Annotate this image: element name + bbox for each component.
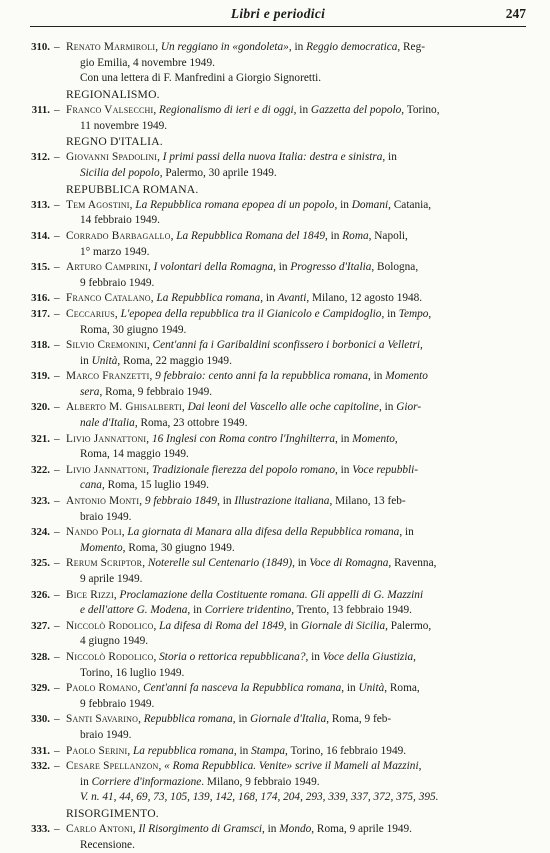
entry-title-italic: Voce repubbli- bbox=[352, 463, 419, 476]
entry-text: , Roma, 22 maggio 1949. bbox=[117, 354, 232, 367]
entry-title-italic: Stampa bbox=[251, 744, 286, 757]
entry-text: Con una lettera di F. Manfredini a Giorgio Signoretti. bbox=[80, 72, 322, 85]
entry-first-line bbox=[66, 525, 528, 541]
entry-title-italic: Corriere tridentino bbox=[204, 604, 292, 617]
entry-text: , bbox=[157, 151, 163, 164]
entry-text: Torino, 16 luglio 1949. bbox=[80, 666, 185, 679]
entry-title-italic: I volontari della Romagna bbox=[153, 261, 274, 274]
entry-title-italic: Mondo bbox=[279, 823, 312, 836]
entry-title-italic: nale d'Italia bbox=[80, 417, 135, 430]
entry-author: Cesare Spellanzon bbox=[66, 760, 159, 773]
entry-title-italic: Reggio democratica bbox=[306, 41, 398, 53]
entry-text: , bbox=[138, 713, 144, 726]
entry-continuation-line bbox=[66, 775, 528, 791]
entry-author: Franco Catalano bbox=[66, 292, 151, 305]
entry-text: , bbox=[153, 650, 160, 663]
entry-first-line bbox=[66, 712, 528, 728]
entry-text: , in bbox=[187, 604, 205, 617]
entry-title-italic: Un reggiano in «gondoleta» bbox=[160, 41, 289, 53]
entry-text: , in bbox=[288, 41, 307, 53]
entry-text: braio 1949. bbox=[80, 510, 132, 523]
bibliography-entry bbox=[24, 650, 528, 681]
entry-first-line bbox=[66, 494, 528, 510]
entry-author: Santi Savarino bbox=[66, 713, 139, 726]
entry-text: , Palermo, bbox=[385, 619, 432, 632]
entry-text: , bbox=[150, 292, 157, 305]
entry-text: , in bbox=[233, 744, 252, 757]
entry-title-italic: Giornale di Sicilia bbox=[301, 619, 386, 632]
section-heading: REPUBBLICA ROMANA. bbox=[66, 182, 199, 196]
entry-title-italic: Corriere d'informazione bbox=[91, 775, 202, 788]
entry-text: , in bbox=[260, 292, 278, 305]
entry-title-italic: Momento bbox=[385, 370, 428, 383]
entry-author: Paolo Romano bbox=[66, 682, 138, 695]
entry-title-italic: cana bbox=[80, 479, 102, 492]
entry-title-italic: Noterelle sul Centenario (1849) bbox=[147, 557, 293, 570]
entry-text: 9 febbraio 1949. bbox=[80, 697, 155, 710]
entry-number: 313. bbox=[31, 198, 50, 211]
entry-title-italic: 16 Inglesi con Roma contro l'Inghilterra bbox=[151, 432, 335, 445]
entry-text: , bbox=[147, 261, 154, 274]
entry-text: , in bbox=[273, 261, 291, 274]
bibliography-entry bbox=[24, 291, 528, 307]
entry-title-italic: La Repubblica romana bbox=[156, 292, 261, 305]
entry-number: 311. bbox=[31, 103, 50, 116]
entry-title-italic: Voce di Romagna bbox=[309, 557, 389, 570]
entry-continuation-line bbox=[66, 276, 528, 292]
entry-author: Marco Franzetti bbox=[66, 370, 150, 383]
entry-number: 332. bbox=[31, 760, 50, 773]
bibliography-entry bbox=[24, 744, 528, 760]
entry-text: , bbox=[137, 682, 144, 695]
bibliography-entry bbox=[24, 198, 528, 229]
entry-author: Carlo Antoni bbox=[66, 823, 133, 836]
entry-dash: – bbox=[54, 401, 60, 414]
entry-text: , bbox=[121, 526, 128, 539]
entry-number: 329. bbox=[31, 682, 50, 695]
entry-title-italic: La difesa di Roma del 1849 bbox=[159, 619, 284, 632]
entry-text: , in bbox=[341, 682, 359, 695]
entry-number: 326. bbox=[31, 588, 50, 601]
bibliography-entry bbox=[24, 40, 528, 87]
entry-continuation-line bbox=[66, 447, 528, 463]
entry-text: , bbox=[394, 432, 398, 445]
entry-text: , in bbox=[292, 557, 310, 570]
entry-author: Giovanni Spadolini bbox=[66, 151, 158, 164]
entry-dash: – bbox=[54, 619, 60, 632]
entry-continuation-line bbox=[66, 790, 528, 806]
entry-first-line bbox=[66, 150, 528, 166]
entry-title-italic: L'epopea della repubblica tra il Gianicolo e Campidoglio bbox=[120, 307, 382, 320]
entry-title-italic: Proclamazione della Costituente romana. Gli appelli di G. Mazzini bbox=[119, 588, 424, 601]
entry-text: , in bbox=[382, 151, 397, 164]
entry-title-italic: Regionalismo di ieri e di oggi bbox=[159, 103, 294, 116]
entry-continuation-line bbox=[66, 603, 528, 619]
entry-text: , bbox=[153, 103, 160, 116]
entry-first-line bbox=[66, 229, 528, 245]
entry-text: , bbox=[114, 307, 121, 320]
entry-text: , bbox=[413, 650, 416, 663]
bibliography-entry bbox=[24, 619, 528, 650]
entry-number: 315. bbox=[31, 261, 50, 274]
bibliography-entry bbox=[24, 307, 528, 338]
entry-dash: – bbox=[54, 307, 60, 320]
entry-first-line bbox=[66, 338, 528, 354]
entry-author: Niccolò Rodolico bbox=[66, 650, 154, 663]
entry-text: 4 giugno 1949. bbox=[80, 635, 149, 648]
entry-dash: – bbox=[54, 370, 60, 383]
entry-continuation-line bbox=[66, 728, 528, 744]
bibliography-entry bbox=[24, 432, 528, 463]
entry-number: 321. bbox=[31, 432, 50, 445]
entry-title-italic: « Roma Repubblica. Venite» scrive il Mameli al Mazzini bbox=[164, 760, 419, 773]
entry-text: , Milano, 12 agosto 1948. bbox=[306, 292, 423, 305]
entry-continuation-line bbox=[66, 354, 528, 370]
entry-number: 327. bbox=[31, 619, 50, 632]
entry-text: Recensione. bbox=[80, 838, 135, 851]
bibliography-entry bbox=[24, 822, 528, 853]
entry-dash: – bbox=[54, 760, 60, 773]
entry-dash: – bbox=[54, 495, 60, 508]
entry-continuation-line bbox=[66, 323, 528, 339]
entry-text: , bbox=[158, 760, 165, 773]
entry-text: , bbox=[142, 557, 148, 570]
bibliography-entry bbox=[24, 229, 528, 260]
entry-text: , Roma, 9 aprile 1949. bbox=[311, 823, 412, 836]
entry-text: , bbox=[129, 198, 136, 211]
entry-dash: – bbox=[54, 261, 60, 274]
entry-number: 322. bbox=[31, 463, 50, 476]
entry-author: Niccolò Rodolico bbox=[66, 619, 154, 632]
entry-text: , Roma, 23 ottobre 1949. bbox=[134, 417, 248, 430]
entry-title-italic: Dai leoni del Vascello alle oche capitoline bbox=[187, 401, 379, 414]
entry-continuation-line bbox=[66, 634, 528, 650]
entry-first-line bbox=[66, 307, 528, 323]
entry-text: 9 aprile 1949. bbox=[80, 573, 143, 586]
entry-first-line bbox=[66, 619, 528, 635]
entry-title-italic: Repubblica romana bbox=[143, 713, 233, 726]
entry-dash: – bbox=[54, 463, 60, 476]
entry-text: , Roma, 30 giugno 1949. bbox=[122, 541, 235, 554]
entry-dash: – bbox=[54, 432, 60, 445]
entry-text: gio Emilia, 4 novembre 1949. bbox=[80, 56, 215, 69]
entry-title-italic: Voce della Giustizia bbox=[322, 650, 414, 663]
entry-author: Arturo Camprini bbox=[66, 261, 148, 274]
bibliography-entry bbox=[24, 681, 528, 712]
entry-title-italic: Storia o rettorica repubblicana? bbox=[159, 650, 306, 663]
bibliography-entry bbox=[24, 588, 528, 619]
entry-text: , bbox=[418, 760, 422, 773]
entry-dash: – bbox=[54, 339, 60, 352]
entry-number: 314. bbox=[31, 229, 50, 242]
bibliography-entry bbox=[24, 103, 528, 134]
entry-first-line bbox=[66, 369, 528, 385]
entry-dash: – bbox=[54, 713, 60, 726]
entry-title-italic: Domani bbox=[351, 198, 389, 211]
entry-text: , in bbox=[367, 370, 386, 383]
entry-text: , Roma, 9 febbraio 1949. bbox=[99, 385, 213, 398]
entry-text: 11 novembre 1949. bbox=[80, 119, 168, 132]
entry-title-italic: 9 febbraio 1849 bbox=[144, 495, 218, 508]
entry-text: , bbox=[181, 401, 188, 414]
entry-title-italic: Cent'anni fa i Garibaldini sconfissero i borbonici a Velletri bbox=[152, 339, 420, 352]
entry-text: , bbox=[139, 495, 145, 508]
entry-first-line bbox=[66, 681, 528, 697]
entry-continuation-line bbox=[66, 245, 528, 261]
entry-dash: – bbox=[54, 526, 60, 539]
entry-continuation-line bbox=[66, 541, 528, 557]
entry-first-line bbox=[66, 40, 528, 56]
running-title: Libri e periodici bbox=[230, 6, 326, 21]
entry-number: 318. bbox=[31, 339, 50, 352]
entry-author: Livio Jannattoni bbox=[66, 432, 147, 445]
entry-first-line bbox=[66, 463, 528, 479]
entry-dash: – bbox=[54, 41, 60, 53]
entry-author: Antonio Monti bbox=[66, 495, 140, 508]
entry-text: , bbox=[428, 307, 432, 320]
entry-continuation-line bbox=[66, 697, 528, 713]
entry-text: , in bbox=[293, 103, 311, 116]
entry-number: 316. bbox=[31, 292, 50, 305]
entry-number: 319. bbox=[31, 370, 50, 383]
entry-author: Livio Jannattoni bbox=[66, 463, 147, 476]
entry-continuation-line bbox=[66, 572, 528, 588]
entry-first-line bbox=[66, 260, 528, 276]
entry-continuation-line bbox=[66, 838, 528, 853]
entry-text: , bbox=[146, 463, 152, 476]
entry-title-italic: La Repubblica romana epopea di un popolo bbox=[135, 198, 335, 211]
section-heading: REGNO D'ITALIA. bbox=[66, 135, 163, 149]
entry-text: , Napoli, bbox=[368, 229, 408, 242]
entry-continuation-line bbox=[66, 478, 528, 494]
entry-text: , Milano, 13 feb- bbox=[329, 495, 406, 508]
bibliography-entry bbox=[24, 494, 528, 525]
entry-text: , Bologna, bbox=[371, 261, 419, 274]
entry-text: , in bbox=[334, 198, 352, 211]
bibliography-entry bbox=[24, 759, 528, 806]
entry-text: , in bbox=[283, 619, 301, 632]
entry-first-line bbox=[66, 759, 528, 775]
entry-text: , in bbox=[325, 229, 343, 242]
page-number: 247 bbox=[505, 6, 526, 21]
entry-continuation-line bbox=[66, 213, 528, 229]
entry-text: braio 1949. bbox=[80, 728, 132, 741]
entry-text: , bbox=[170, 229, 177, 242]
bibliography-list bbox=[24, 40, 528, 853]
entry-author: Paolo Serini bbox=[66, 744, 128, 757]
entry-continuation-line bbox=[66, 119, 528, 135]
entry-text: , in bbox=[381, 307, 399, 320]
bibliography-entry bbox=[24, 556, 528, 587]
entry-text: , Trento, 13 febbraio 1949. bbox=[291, 604, 413, 617]
entry-text: , bbox=[113, 588, 120, 601]
entry-first-line bbox=[66, 650, 528, 666]
entry-continuation-line bbox=[66, 510, 528, 526]
entry-continuation-line bbox=[66, 56, 528, 72]
entry-text: Roma, 30 giugno 1949. bbox=[80, 323, 187, 336]
entry-text: , bbox=[146, 432, 152, 445]
entry-text: , in bbox=[378, 401, 397, 414]
entry-text: , Torino, bbox=[401, 103, 440, 116]
entry-author: Nando Poli bbox=[66, 526, 122, 539]
entry-dash: – bbox=[54, 650, 60, 663]
entry-text: . Milano, 9 febbraio 1949. bbox=[201, 775, 320, 788]
entry-continuation-line bbox=[66, 416, 528, 432]
entry-text: in bbox=[80, 354, 92, 367]
entry-continuation-line bbox=[66, 666, 528, 682]
entry-continuation-line bbox=[66, 71, 528, 87]
entry-title-italic: Sicilia del popolo bbox=[80, 166, 160, 179]
entry-text: , in bbox=[334, 432, 353, 445]
entry-number: 325. bbox=[31, 557, 50, 570]
entry-dash: – bbox=[54, 292, 60, 305]
entry-dash: – bbox=[54, 151, 60, 164]
bibliography-entry bbox=[24, 369, 528, 400]
entry-dash: – bbox=[54, 588, 60, 601]
entry-title-italic: Unità bbox=[358, 682, 385, 695]
entry-continuation-line bbox=[66, 385, 528, 401]
entry-title-italic: Momento bbox=[80, 541, 123, 554]
entry-text: in bbox=[80, 775, 92, 788]
entry-text: , Torino, 16 febbraio 1949. bbox=[285, 744, 407, 757]
bibliography-entry bbox=[24, 338, 528, 369]
entry-dash: – bbox=[54, 557, 60, 570]
entry-title-italic: Avanti bbox=[277, 292, 307, 305]
entry-text: , bbox=[146, 339, 153, 352]
entry-dash: – bbox=[54, 682, 60, 695]
entry-text: , bbox=[155, 41, 161, 53]
entry-text: , bbox=[153, 619, 160, 632]
entry-title-italic: Tradizionale fierezza del popolo romano bbox=[151, 463, 335, 476]
entry-author: Silvio Cremonini bbox=[66, 339, 147, 352]
section-heading: REGIONALISMO. bbox=[66, 87, 160, 101]
entry-number: 312. bbox=[31, 151, 50, 164]
entry-title-italic: e dell'attore G. Modena bbox=[80, 604, 188, 617]
bibliography-entry bbox=[24, 525, 528, 556]
entry-title-italic: Cent'anni fa nasceva la Repubblica romana bbox=[143, 682, 342, 695]
entry-text: , Roma, 15 luglio 1949. bbox=[101, 479, 209, 492]
entry-text: , Roma, bbox=[384, 682, 420, 695]
entry-text: 9 febbraio 1949. bbox=[80, 276, 155, 289]
entry-number: 331. bbox=[31, 744, 50, 757]
entry-title-italic: Gazzetta del popolo bbox=[310, 103, 402, 116]
entry-title-italic: Il Risorgimento di Gramsci bbox=[138, 823, 262, 836]
entry-dash: – bbox=[54, 229, 60, 242]
bibliography-entry bbox=[24, 463, 528, 494]
entry-text: , bbox=[420, 339, 423, 352]
entry-author: Tem Agostini bbox=[66, 198, 130, 211]
entry-first-line bbox=[66, 556, 528, 572]
entry-title-italic: Giornale d'Italia bbox=[250, 713, 327, 726]
running-header bbox=[30, 0, 526, 27]
entry-title-italic: Momento bbox=[352, 432, 395, 445]
entry-first-line bbox=[66, 103, 528, 119]
entry-title-italic: Roma bbox=[342, 229, 369, 242]
entry-author: Ceccarius bbox=[66, 307, 115, 320]
entry-title-italic: La giornata di Manara alla difesa della Repubblica romana bbox=[127, 526, 400, 539]
entry-number: 324. bbox=[31, 526, 50, 539]
bibliography-entry bbox=[24, 712, 528, 743]
entry-first-line bbox=[66, 744, 528, 760]
entry-title-italic: La Repubblica Romana del 1849 bbox=[176, 229, 325, 242]
entry-text: , in bbox=[335, 463, 353, 476]
entry-text: , bbox=[127, 744, 133, 757]
entry-title-italic: Unità bbox=[91, 354, 118, 367]
entry-title-italic: La repubblica romana bbox=[133, 744, 234, 757]
entry-number: 330. bbox=[31, 713, 50, 726]
entry-first-line bbox=[66, 432, 528, 448]
entry-text: , bbox=[132, 823, 139, 836]
entry-author: Alberto M. Ghisalberti bbox=[66, 401, 182, 414]
entry-title-italic: Illustrazione italiana bbox=[234, 495, 330, 508]
entry-first-line bbox=[66, 198, 528, 214]
entry-number: 328. bbox=[31, 650, 50, 663]
entry-number: 333. bbox=[31, 823, 50, 836]
entry-first-line bbox=[66, 291, 528, 307]
bibliography-entry bbox=[24, 150, 528, 181]
entry-text: , in bbox=[399, 526, 414, 539]
entry-title-italic: sera bbox=[80, 385, 100, 398]
entry-text: , Catania, bbox=[388, 198, 432, 211]
entry-number: 323. bbox=[31, 495, 50, 508]
entry-dash: – bbox=[54, 103, 60, 116]
section-heading: RISORGIMENTO. bbox=[66, 806, 159, 820]
bibliography-entry bbox=[24, 260, 528, 291]
entry-title-italic: Gior- bbox=[396, 401, 422, 414]
entry-title-italic: I primi passi della nuova Italia: destra e sinistra bbox=[162, 151, 383, 164]
entry-dash: – bbox=[54, 744, 60, 757]
entry-author: Renato Marmiroli bbox=[66, 41, 156, 53]
entry-number: 310. bbox=[31, 41, 50, 53]
entry-text: Roma, 14 maggio 1949. bbox=[80, 448, 189, 461]
entry-title-italic: Progresso d'Italia bbox=[290, 261, 372, 274]
entry-author: Corrado Barbagallo bbox=[66, 229, 171, 242]
entry-dash: – bbox=[54, 198, 60, 211]
entry-text: 14 febbraio 1949. bbox=[80, 214, 160, 227]
entry-text: , in bbox=[217, 495, 235, 508]
entry-first-line bbox=[66, 822, 528, 838]
entry-first-line bbox=[66, 400, 528, 416]
entry-text: , in bbox=[305, 650, 323, 663]
entry-text: , bbox=[149, 370, 156, 383]
entry-first-line bbox=[66, 588, 528, 604]
entry-title-italic: 9 febbraio: cento anni fa la repubblica romana bbox=[155, 370, 368, 383]
entry-dash: – bbox=[54, 823, 60, 836]
entry-number: 317. bbox=[31, 307, 50, 320]
entry-author: Rerum Scriptor bbox=[66, 557, 143, 570]
entry-text: , Palermo, 30 aprile 1949. bbox=[159, 166, 277, 179]
entry-text: , Roma, 9 feb- bbox=[326, 713, 392, 726]
entry-text: , Reg- bbox=[397, 41, 425, 53]
entry-text: , Ravenna, bbox=[388, 557, 437, 570]
bibliography-entry bbox=[24, 400, 528, 431]
entry-text: , in bbox=[262, 823, 280, 836]
entry-author: Franco Valsecchi bbox=[66, 103, 154, 116]
entry-text: 1° marzo 1949. bbox=[80, 245, 150, 258]
entry-number: 320. bbox=[31, 401, 50, 414]
entry-continuation-line bbox=[66, 166, 528, 182]
entry-title-italic: Tempo bbox=[398, 307, 429, 320]
entry-text: , in bbox=[232, 713, 251, 726]
entry-title-italic: V. n. 41, 44, 69, 73, 105, 139, 142, 168, 174, 204, 293, 339, 337, 372, 375, 395. bbox=[80, 791, 439, 804]
entry-author: Bice Rizzi bbox=[66, 588, 114, 601]
